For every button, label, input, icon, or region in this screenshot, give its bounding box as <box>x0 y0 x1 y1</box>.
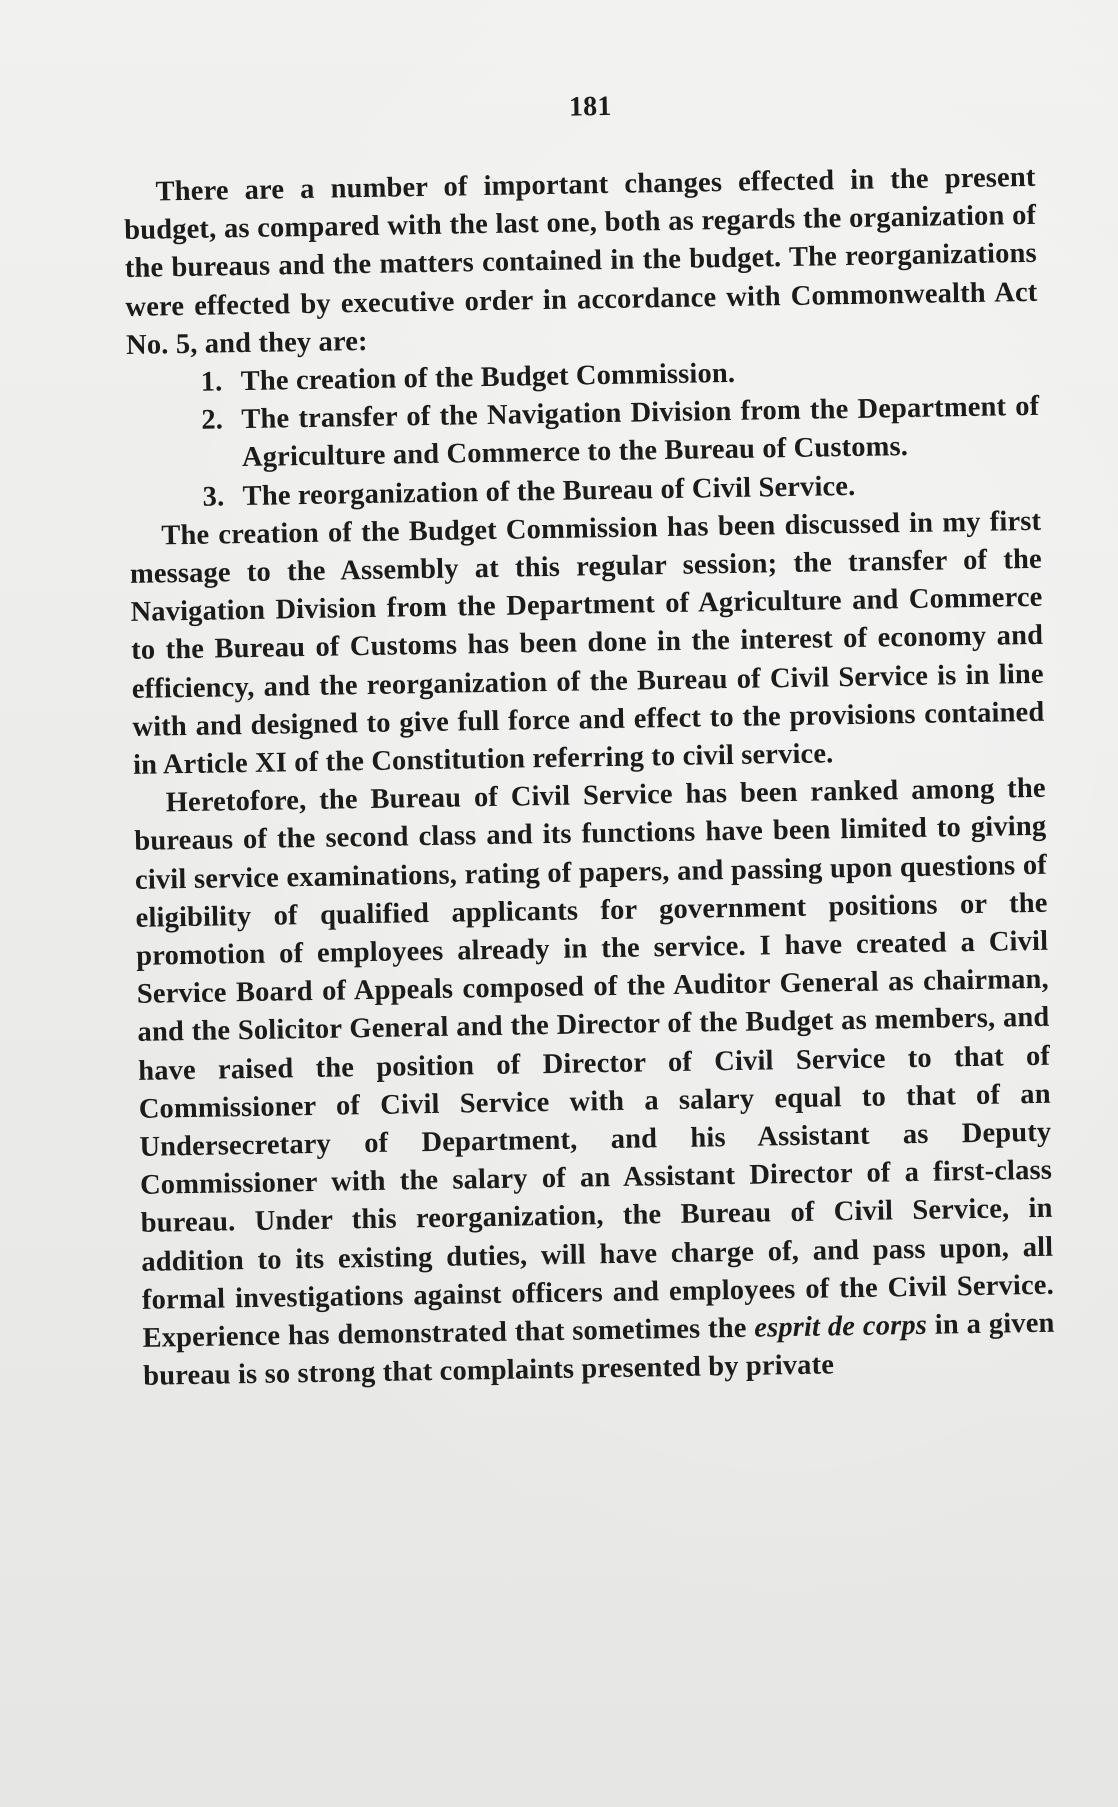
list-item-number: 3. <box>202 480 225 513</box>
list-item-text: The reorganization of the Bureau of Civil Service. <box>242 470 856 512</box>
page-number: 181 <box>568 90 612 123</box>
list-item <box>127 388 1040 480</box>
paragraph-text: Heretofore, the Bureau of Civil Service has been ranked among the bureaus of the second class and its functions have been limited to giving civil service examinations, rating of papers, and passing upon questions of eligibility of qualified applicants for government positions or the promotion of employees already in the service. I have created a Civil Service Board of Appeals composed of the Auditor General as chairman, and the Solicitor General and the Director of the Budget as members, and have raised the position of Director of Civil Service to that of Commissioner of Civil Service with a salary equal to that of an Undersecretary of Department, and his Assistant as Deputy Commissioner with the salary of an Assistant Director of a first-class bureau. Under this reorganization, the Bureau of Civil Service, in addition to its existing duties, will have charge of, and pass upon, all formal investigations against officers and employees of the Civil Service. Experience has demonstrated that sometimes the <box>134 773 1055 1354</box>
paragraph-text-end: in a given bureau is so strong that complaints presented by private <box>142 1307 1055 1393</box>
paragraph-civil-service <box>133 770 1055 1396</box>
paragraph-intro: There are a number of important changes effected in the present budget, as compared with the last one, both as regards the organization of the bureaus and the matters contained in the budget. The reorganizations were effected by executive order in accordance with Commonwealth Act No. 5, and they are: <box>123 161 1038 361</box>
page-text <box>122 81 1055 1396</box>
list-item-number: 1. <box>200 366 223 398</box>
list-item-number: 2. <box>201 404 224 436</box>
paragraph-discussion: The creation of the Budget Commission has been discussed in my first message to the Assembly at this regular session; the transfer of the Navigation Division from the Department of Agriculture and Commerce to the Bureau of Customs has been done in the interest of economy and efficiency, and the reorganization of the Bureau of Civil Service is in line with and designed to give full force and effect to the provisions contained in Article XI of the Constitution referring to civil service. <box>129 505 1045 781</box>
list-item-text: The creation of the Budget Commission. <box>240 357 736 398</box>
list-item-text: The transfer of the Navigation Division from the Department of Agriculture and Commerce to the Bureau of Customs. <box>241 391 1040 474</box>
reorganization-list <box>126 350 1040 518</box>
italic-phrase: esprit de corps <box>754 1309 928 1344</box>
